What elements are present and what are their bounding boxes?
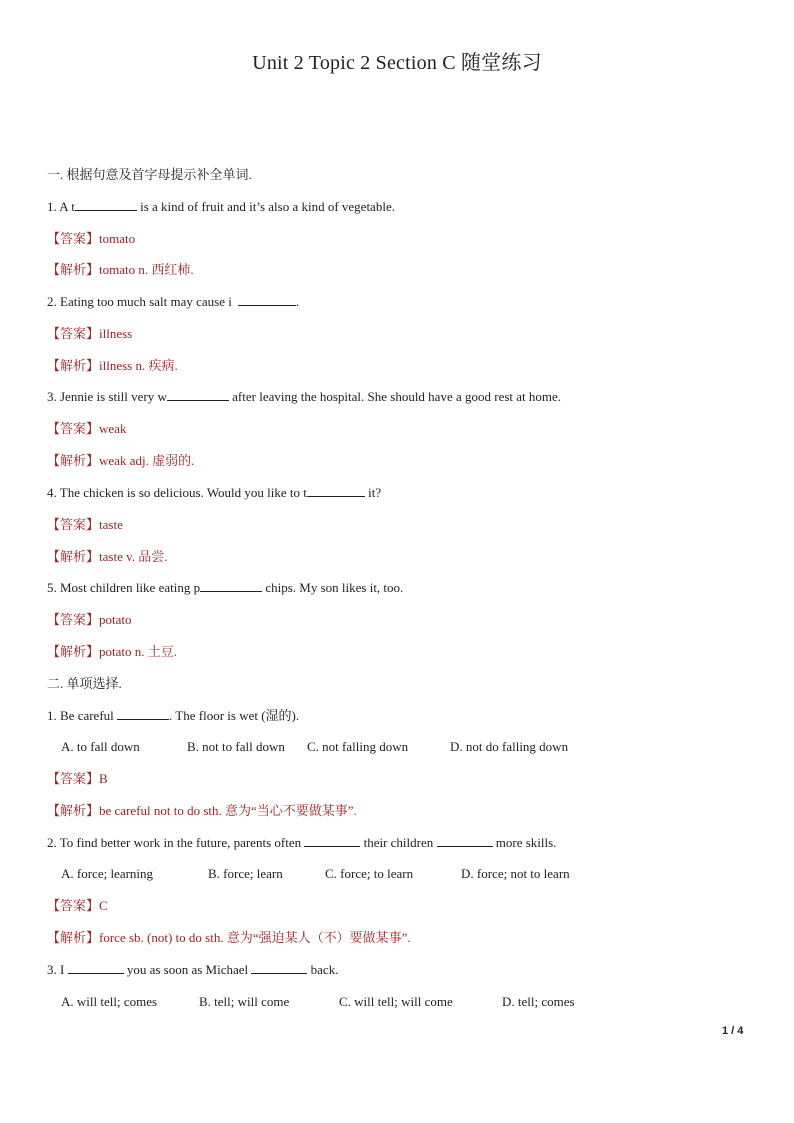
answer-blank: [68, 961, 124, 974]
option-a: A. to fall down: [61, 739, 140, 754]
analysis-2-1: 【解析】be careful not to do sth. 意为“当心不要做某事”.: [47, 803, 357, 818]
answer-blank: [117, 707, 169, 720]
option-a: A. will tell; comes: [61, 994, 158, 1009]
answer-blank: [307, 484, 365, 497]
analysis-1-5: 【解析】potato n. 土豆.: [47, 644, 178, 659]
question-1-5: 5. Most children like eating p chips. My son likes it, too.: [47, 580, 404, 595]
option-c: C. will tell; will come: [339, 994, 453, 1009]
option-c: C. not falling down: [307, 739, 409, 754]
section1-heading: 一. 根据句意及首字母提示补全单词.: [47, 167, 252, 182]
analysis-1-2: 【解析】illness n. 疾病.: [47, 358, 178, 373]
option-d: D. tell; comes: [502, 994, 575, 1009]
option-d: D. force; not to learn: [461, 866, 570, 881]
answer-1-5: 【答案】potato: [47, 612, 132, 627]
option-b: B. force; learn: [208, 866, 283, 881]
analysis-1-4: 【解析】taste v. 品尝.: [47, 549, 168, 564]
question-2-2: 2. To find better work in the future, parents often their children more skills.: [47, 835, 557, 850]
page-number: 1 / 4: [722, 1025, 744, 1037]
answer-1-4: 【答案】taste: [47, 517, 123, 532]
option-b: B. tell; will come: [199, 994, 290, 1009]
option-a: A. force; learning: [61, 866, 154, 881]
option-c: C. force; to learn: [325, 866, 414, 881]
answer-2-1: 【答案】B: [47, 771, 108, 786]
answer-1-3: 【答案】weak: [47, 421, 127, 436]
answer-1-2: 【答案】illness: [47, 326, 133, 341]
answer-blank: [304, 834, 360, 847]
answer-2-2: 【答案】C: [47, 898, 108, 913]
answer-blank: [437, 834, 493, 847]
page-title: Unit 2 Topic 2 Section C 随堂练习: [252, 52, 542, 74]
question-1-1: 1. A t is a kind of fruit and it’s also a kind of vegetable.: [47, 199, 395, 214]
section2-heading: 二. 单项选择.: [47, 676, 122, 691]
analysis-1-3: 【解析】weak adj. 虚弱的.: [47, 453, 195, 468]
analysis-1-1: 【解析】tomato n. 西红柿.: [47, 262, 194, 277]
option-d: D. not do falling down: [450, 739, 569, 754]
answer-blank: [251, 961, 307, 974]
answer-blank: [238, 293, 296, 306]
question-1-3: 3. Jennie is still very w after leaving the hospital. She should have a good rest at home.: [47, 389, 562, 404]
answer-blank: [75, 198, 137, 211]
question-2-3: 3. I you as soon as Michael back.: [47, 962, 339, 977]
answer-blank: [167, 388, 229, 401]
answer-blank: [200, 579, 262, 592]
option-b: B. not to fall down: [187, 739, 285, 754]
question-2-1: 1. Be careful . The floor is wet (湿的).: [47, 708, 300, 723]
answer-1-1: 【答案】tomato: [47, 231, 136, 246]
analysis-2-2: 【解析】force sb. (not) to do sth. 意为“强迫某人（不）要做某事”.: [47, 930, 411, 945]
question-1-4: 4. The chicken is so delicious. Would you like to t it?: [47, 485, 382, 500]
question-1-2: 2. Eating too much salt may cause i .: [47, 294, 300, 309]
